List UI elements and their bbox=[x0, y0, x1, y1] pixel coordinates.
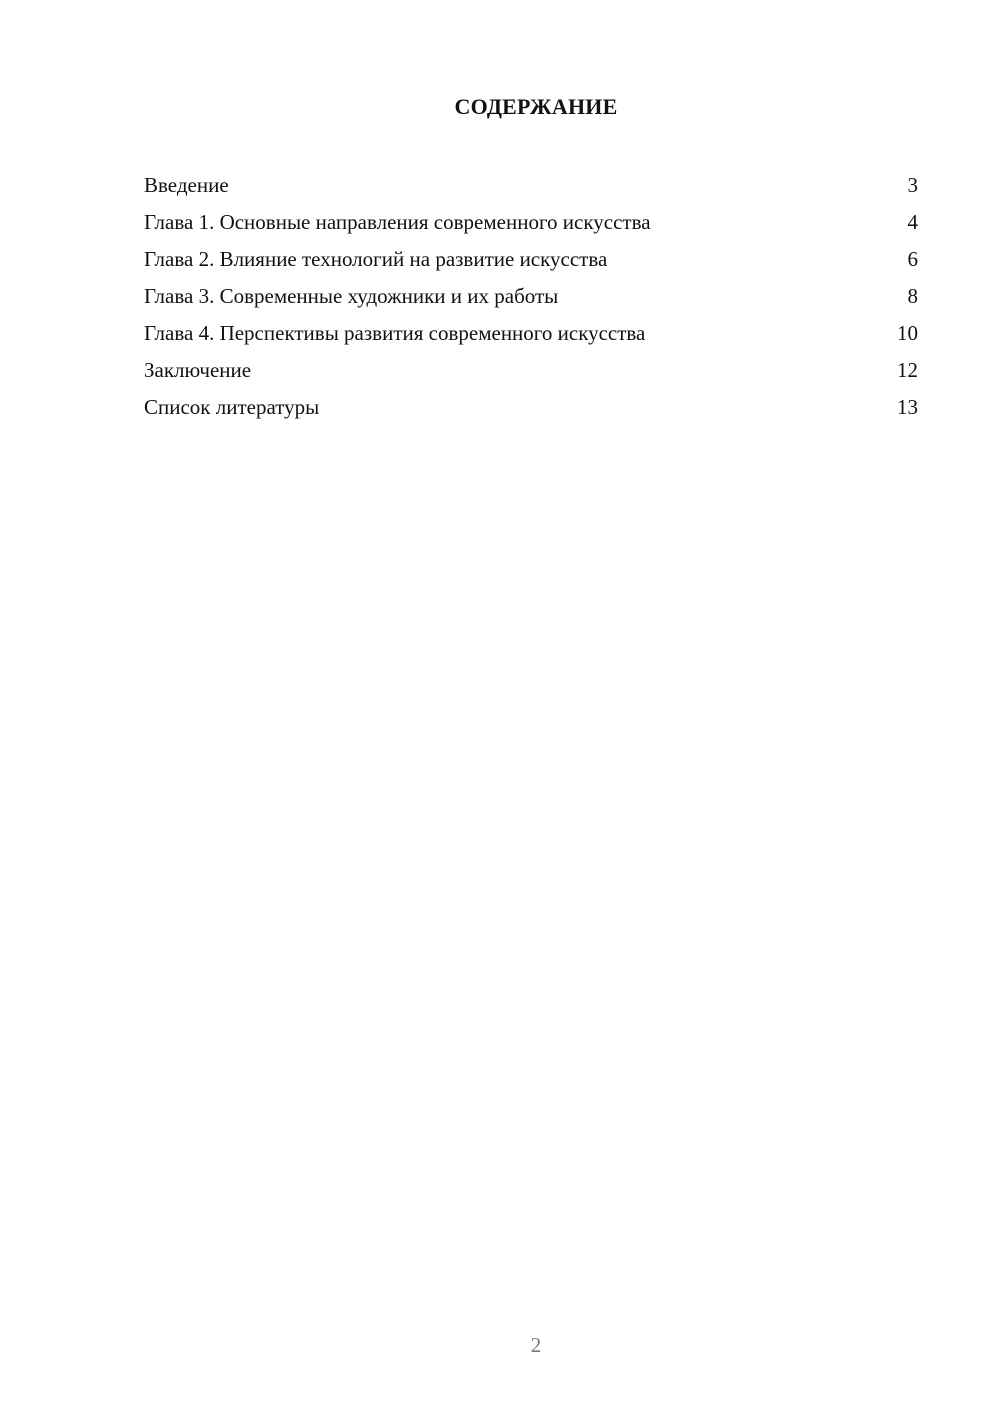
toc-entry-label: Список литературы bbox=[144, 395, 320, 419]
toc-entry-label: Введение bbox=[144, 173, 229, 197]
toc-entry-page: 13 bbox=[897, 395, 918, 419]
table-of-contents bbox=[144, 167, 918, 426]
toc-entry-label: Глава 4. Перспективы развития современного искусства bbox=[144, 321, 646, 345]
toc-entry-chapter-1[interactable] bbox=[144, 204, 918, 241]
toc-entry-page: 12 bbox=[897, 358, 918, 382]
toc-entry-introduction[interactable] bbox=[144, 167, 918, 204]
page-number: 2 bbox=[530, 1333, 542, 1357]
toc-entry-page: 8 bbox=[907, 284, 918, 308]
toc-entry-page: 10 bbox=[897, 321, 918, 345]
toc-entry-label: Глава 3. Современные художники и их работы bbox=[144, 284, 559, 308]
toc-entry-chapter-2[interactable] bbox=[144, 241, 918, 278]
toc-entry-references[interactable] bbox=[144, 389, 918, 426]
toc-entry-chapter-3[interactable] bbox=[144, 278, 918, 315]
toc-entry-label: Глава 1. Основные направления современного искусства bbox=[144, 210, 651, 234]
toc-entry-chapter-4[interactable] bbox=[144, 315, 918, 352]
toc-entry-page: 4 bbox=[907, 210, 918, 234]
toc-entry-label: Глава 2. Влияние технологий на развитие искусства bbox=[144, 247, 608, 271]
toc-entry-conclusion[interactable] bbox=[144, 352, 918, 389]
toc-title: СОДЕРЖАНИЕ bbox=[454, 94, 618, 119]
toc-entry-label: Заключение bbox=[144, 358, 252, 382]
toc-entry-page: 3 bbox=[907, 173, 918, 197]
toc-entry-page: 6 bbox=[907, 247, 918, 271]
